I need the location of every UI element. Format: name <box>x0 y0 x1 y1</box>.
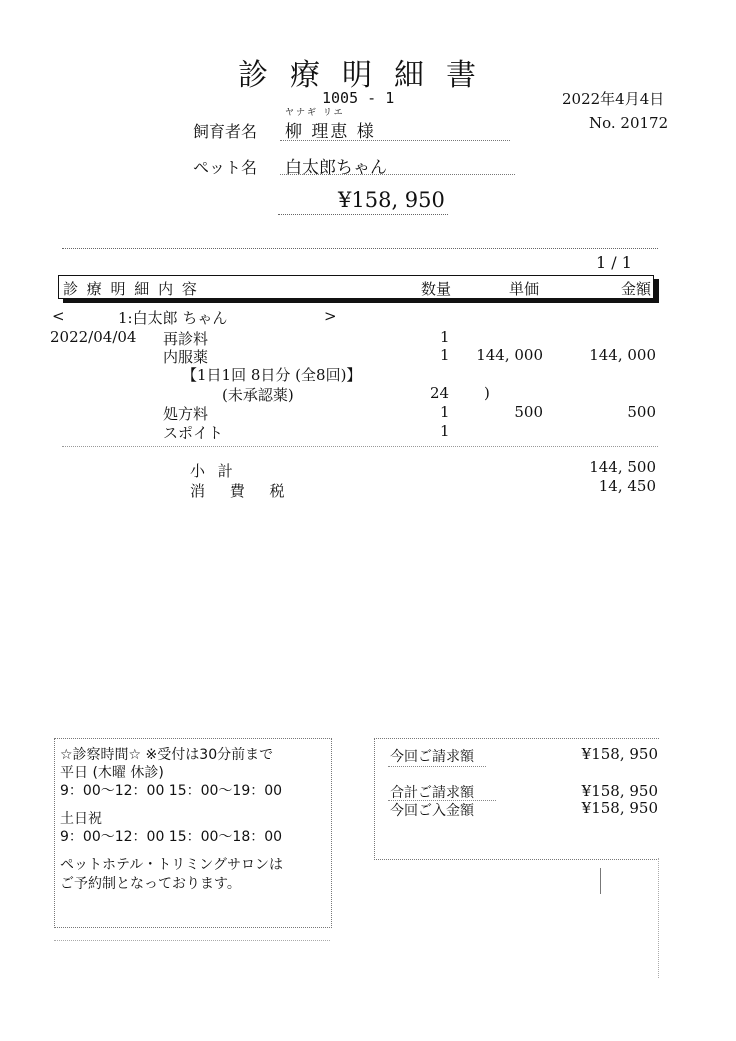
row-1-name: 再診料 <box>163 330 209 348</box>
hours-holiday-times: 9：00～12：00 15：00～18：00 <box>60 829 283 845</box>
pet-name: 白太郎ちゃん <box>285 158 387 178</box>
row-4-unit-price: ) <box>484 384 490 402</box>
tax-value: 14, 450 <box>598 477 656 495</box>
row-3-name: 【1日1回 8日分 (全8回)】 <box>182 366 362 384</box>
divider <box>600 868 601 894</box>
total-underline <box>278 214 448 215</box>
pet-label: ペット名 <box>193 158 258 177</box>
table-header <box>58 275 654 299</box>
owner-underline <box>280 140 510 141</box>
owner-name: 柳 理恵 様 <box>285 122 376 142</box>
pet-underline <box>280 174 515 175</box>
header-unit-price: 単価 <box>509 280 540 298</box>
header-qty: 数量 <box>421 280 452 298</box>
tax-label: 消 費 税 <box>190 482 295 500</box>
divider <box>54 940 330 941</box>
document-title: 診療明細書 <box>238 58 498 93</box>
paid-label: 今回ご入金額 <box>390 803 474 819</box>
hours-heading: ☆診察時間☆ ※受付は30分前まで <box>60 747 274 763</box>
row-1-qty: 1 <box>440 328 450 346</box>
visit-date: 2022/04/04 <box>50 328 137 346</box>
hours-holiday: 土日祝 <box>60 811 102 827</box>
document-number: No. 20172 <box>589 114 669 132</box>
total-bill-label: 合計ご請求額 <box>390 785 474 801</box>
paid-value: ¥158, 950 <box>581 799 658 817</box>
issue-date: 2022年4月4日 <box>562 90 665 108</box>
divider <box>658 858 660 978</box>
hours-weekday: 平日 (木曜 休診) <box>60 765 164 781</box>
row-5-unit-price: 500 <box>514 403 543 421</box>
row-6-name: スポイト <box>163 424 224 442</box>
total-bill-value: ¥158, 950 <box>581 782 658 800</box>
header-item: 診 療 明 細 内 容 <box>63 280 199 298</box>
divider <box>62 248 658 249</box>
row-2-unit-price: 144, 000 <box>476 346 543 364</box>
subtotal-label: 小 計 <box>190 462 237 480</box>
row-2-amount: 144, 000 <box>589 346 656 364</box>
row-5-amount: 500 <box>627 403 656 421</box>
pet-row-open: < <box>52 307 65 325</box>
row-5-name: 処方料 <box>163 405 209 423</box>
hours-weekday-times: 9：00～12：00 15：00～19：00 <box>60 783 283 799</box>
row-2-qty: 1 <box>440 346 450 364</box>
current-bill-value: ¥158, 950 <box>581 745 658 763</box>
row-4-name: (未承認薬) <box>222 386 294 404</box>
owner-name-ruby: ヤナギ リエ <box>285 108 345 118</box>
current-bill-label: 今回ご請求額 <box>390 749 474 765</box>
header-amount: 金額 <box>621 280 652 298</box>
subtotal-value: 144, 500 <box>589 458 656 476</box>
row-4-qty: 24 <box>430 384 450 402</box>
note-line-2: ご予約制となっております。 <box>60 876 241 892</box>
divider <box>62 446 658 447</box>
client-code: 1005 - 1 <box>322 89 395 107</box>
divider <box>388 766 486 767</box>
row-2-name: 内服薬 <box>163 348 209 366</box>
pet-row-label: 1:白太郎 ちゃん <box>118 309 228 327</box>
page-number: 1 / 1 <box>596 253 632 272</box>
note-line-1: ペットホテル・トリミングサロンは <box>60 857 284 873</box>
pet-row-close: > <box>324 307 337 325</box>
row-6-qty: 1 <box>440 422 450 440</box>
total-amount: ¥158, 950 <box>338 188 445 212</box>
owner-label: 飼育者名 <box>193 122 258 141</box>
row-5-qty: 1 <box>440 403 450 421</box>
